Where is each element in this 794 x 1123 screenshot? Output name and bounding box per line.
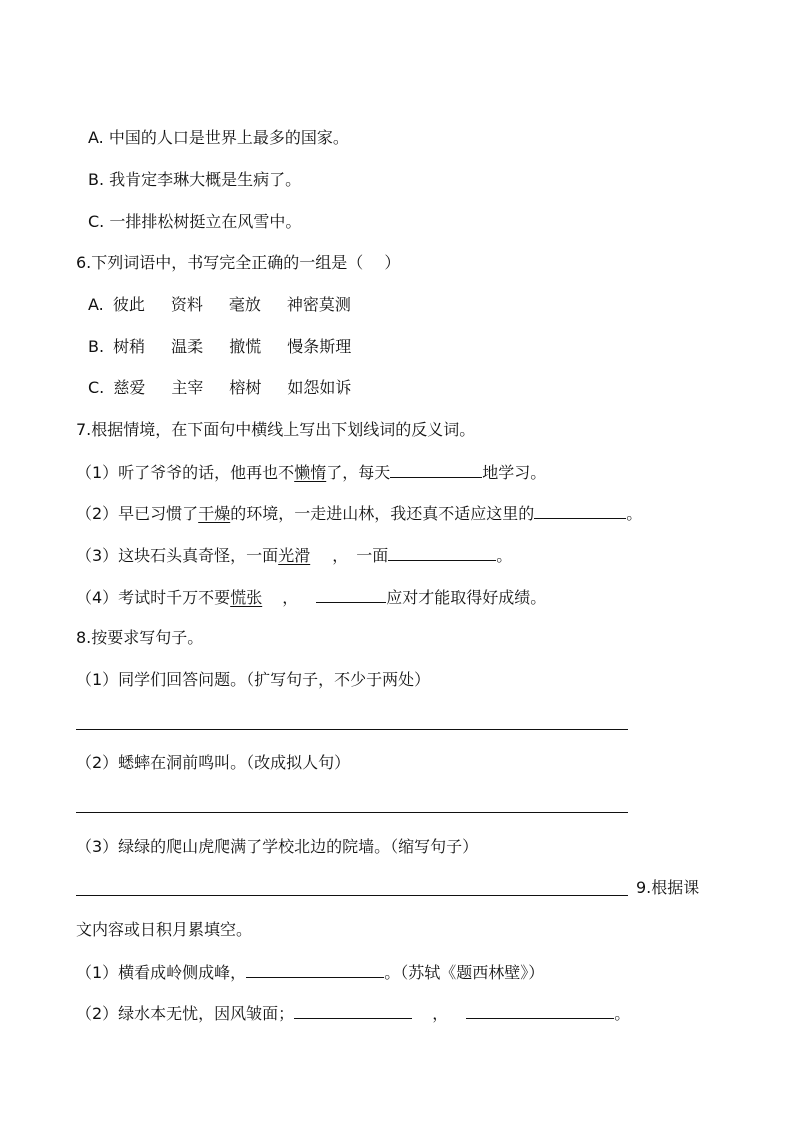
q9-s2-post: 。 [614, 1004, 631, 1023]
q7-stem: 7.根据情境，在下面句中横线上写出下划线词的反义词。 [76, 420, 476, 439]
q9-stem-start: 9.根据课 [636, 878, 700, 897]
q6-a-word-1: 彼此 [112, 295, 145, 314]
q7-s4-mid: ， [282, 588, 299, 607]
q7-s3-post: 。 [496, 546, 513, 565]
q7-s3-pre: （3）这块石头真奇怪，一面 [76, 546, 279, 565]
q7-s4-pre: （4）考试时千万不要 [76, 588, 231, 607]
q8-s2-answer-line[interactable] [76, 812, 628, 813]
q9-sentence-2 [76, 1001, 630, 1026]
q6-option-a [88, 293, 377, 317]
q8-s1-answer-line[interactable] [76, 729, 628, 730]
q7-s1-mid: 了，每天 [326, 463, 391, 482]
q6-a-word-2: 资料 [170, 295, 203, 314]
q6-b-word-1: 树稍 [113, 337, 146, 356]
q8-stem: 8.按要求写句子。 [76, 628, 204, 647]
q5-option-c: C. 一排排松树挺立在风雪中。 [88, 212, 302, 231]
q6-b-word-4: 慢条斯理 [287, 337, 352, 356]
q9-s2-answer-blank-1[interactable] [294, 1001, 412, 1019]
q6-c-word-4: 如怨如诉 [287, 378, 352, 397]
q5-option-b: B. 我肯定李琳大概是生病了。 [88, 170, 302, 189]
q8-sentence-1: （1）同学们回答问题。（扩写句子，不少于两处） [76, 670, 431, 689]
q7-sentence-4 [76, 585, 546, 610]
q7-s4-underlined-word: 慌张 [230, 588, 263, 607]
q6-b-label: B. [88, 337, 105, 356]
q7-s1-post: 地学习。 [482, 463, 547, 482]
q7-s1-answer-blank[interactable] [390, 460, 482, 478]
q7-sentence-3 [76, 543, 512, 568]
q7-s4-answer-blank[interactable] [316, 585, 386, 603]
q7-s3-answer-blank[interactable] [388, 543, 496, 561]
q7-s4-post: 应对才能取得好成绩。 [386, 588, 547, 607]
q8-sentence-3: （3）绿绿的爬山虎爬满了学校北边的院墙。（缩写句子） [76, 837, 479, 856]
q9-sentence-1 [76, 960, 544, 985]
q6-a-word-4: 神密莫测 [286, 295, 351, 314]
q7-s2-post: 。 [626, 504, 643, 523]
q9-s2-answer-blank-2[interactable] [466, 1001, 614, 1019]
q6-b-word-3: 撤慌 [229, 337, 262, 356]
q6-a-label: A. [88, 295, 104, 314]
q6-option-b [88, 335, 377, 359]
q6-a-word-3: 毫放 [228, 295, 261, 314]
q6-option-c [88, 376, 377, 400]
q7-s1-underlined-word: 懒惰 [294, 463, 327, 482]
q6-c-word-3: 榕树 [229, 378, 262, 397]
q9-s2-mid: ， [432, 1004, 449, 1023]
q7-s2-underlined-word: 干燥 [198, 504, 231, 523]
q6-c-label: C. [88, 378, 105, 397]
q7-sentence-2 [76, 501, 642, 526]
q7-sentence-1 [76, 460, 546, 485]
q7-s3-underlined-word: 光滑 [278, 546, 311, 565]
q7-s1-pre: （1）听了爷爷的话，他再也不 [76, 463, 295, 482]
q9-s2-pre: （2）绿水本无忧，因风皱面； [76, 1004, 295, 1023]
q6-c-word-2: 主宰 [171, 378, 204, 397]
q7-s2-mid: 的环境，一走进山林，我还真不适应这里的 [230, 504, 535, 523]
q8-s3-answer-line[interactable] [76, 895, 628, 896]
q9-s1-answer-blank[interactable] [246, 960, 384, 978]
q6-c-word-1: 慈爱 [113, 378, 146, 397]
q9-s1-pre: （1）横看成岭侧成峰， [76, 963, 247, 982]
q9-stem-cont: 文内容或日积月累填空。 [76, 920, 253, 939]
q6-b-word-2: 温柔 [171, 337, 204, 356]
q5-option-a: A. 中国的人口是世界上最多的国家。 [88, 128, 349, 147]
q7-s2-answer-blank[interactable] [534, 501, 626, 519]
q6-stem: 6.下列词语中，书写完全正确的一组是（ ） [76, 253, 401, 272]
q7-s3-mid: ， 一面 [332, 546, 389, 565]
q8-sentence-2: （2）蟋蟀在洞前鸣叫。（改成拟人句） [76, 753, 351, 772]
q7-s2-pre: （2）早已习惯了 [76, 504, 199, 523]
q9-s1-post: 。（苏轼《题西林壁》） [384, 963, 545, 982]
